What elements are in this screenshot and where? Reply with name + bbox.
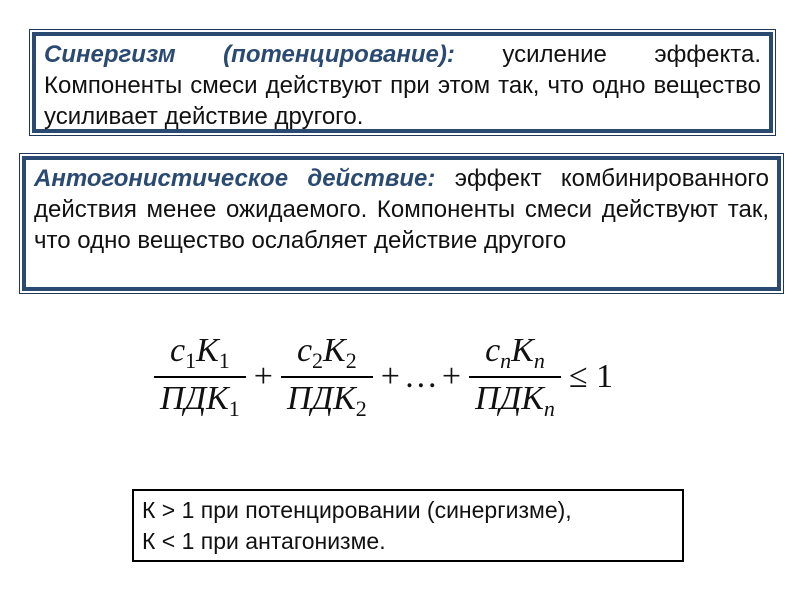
numerator-1: $c_1K_1$: [169, 332, 230, 373]
antagonism-term: Антогонистическое действие:: [34, 165, 436, 192]
denominator-n: $ПДК_n$: [475, 380, 555, 421]
antagonism-text: эффект комбинированного действия менее ожидаемого. Компоненты смеси действуют так, что одно вещество ослабляет действие другого: [34, 165, 769, 254]
toxicity-sum-formula: [148, 322, 668, 432]
synergism-text: усиление эффекта. Компоненты смеси действуют при этом так, что одно вещество усиливает действие другого.: [44, 41, 761, 130]
antagonism-definition-box: [22, 156, 781, 291]
plus-sign: +: [380, 358, 400, 395]
antagonism-definition: [34, 163, 769, 256]
ellipsis: …: [403, 358, 438, 395]
fraction-n: [469, 332, 561, 422]
synergism-term: Синергизм (потенцирование):: [44, 41, 455, 68]
synergism-definition-box: [32, 32, 773, 133]
note-line-potentiation: К > 1 при потенцировании (синергизме),: [142, 497, 572, 523]
denominator-1: $ПДК_1$: [160, 380, 240, 421]
fraction-1: [154, 332, 246, 422]
denominator-2: $ПДК_2$: [286, 380, 367, 421]
note-line-antagonism: К < 1 при антагонизме.: [142, 528, 386, 554]
coefficient-note-box: [132, 489, 684, 562]
relation-sign: ≤ 1: [568, 358, 614, 395]
numerator-n: $c_nK_n$: [485, 332, 545, 373]
numerator-2: $c_2K_2$: [296, 332, 357, 373]
plus-sign: +: [441, 358, 462, 395]
plus-sign: +: [253, 358, 273, 395]
fraction-2: [281, 332, 373, 422]
synergism-definition: [44, 39, 761, 132]
